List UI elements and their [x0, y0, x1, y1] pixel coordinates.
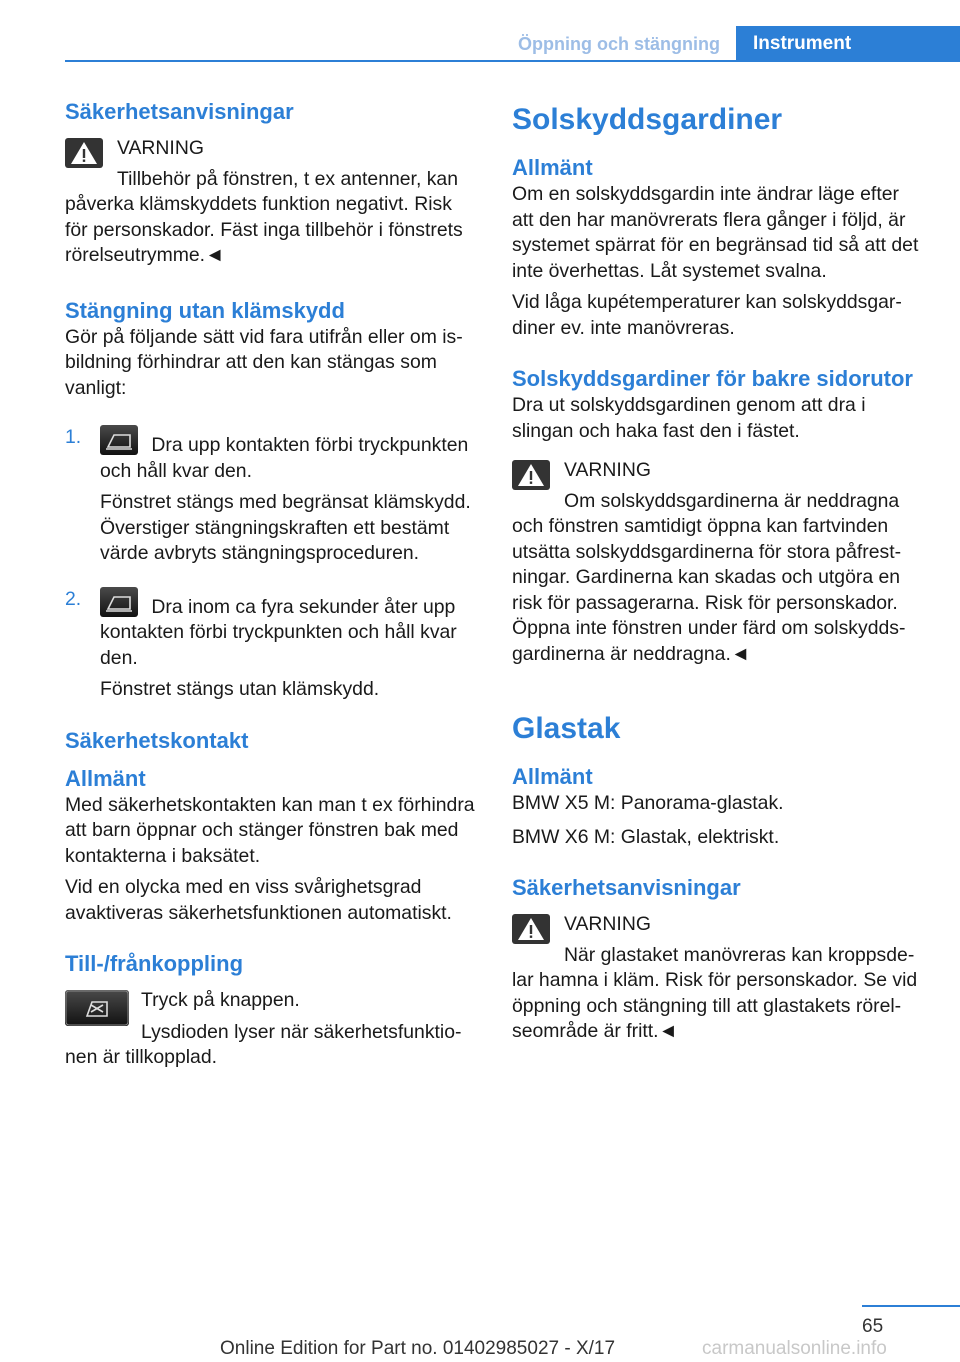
warning-text: Om solskyddsgardinerna är neddragna och fönstren samtidigt öppna kan fartvinden utsätta solskyddsgardinerna för stora påfrestningar. Gardinerna kan skadas och utgöra en risk för passagerarna. Risk för personskador. Öppna inte fönstren under färd om solskyddsgardinerna är neddragna.◄ [512, 489, 906, 665]
warning-block [65, 136, 478, 269]
toggle-instruction: Tryck på knappen. [141, 989, 300, 1011]
warning-title: VARNING [564, 913, 651, 935]
heading-toggle: Till-/frånkoppling [65, 951, 244, 976]
warning-title: VARNING [117, 137, 204, 159]
watermark: carmanualsonline.info [702, 1338, 887, 1359]
safety-switch-icon [65, 990, 129, 1026]
warning-text: När glastaket manövreras kan kroppsdelar hamna i kläm. Risk för personskador. Se vid öppning och stängning till att glastakets rörelseområde är fritt.◄ [512, 943, 918, 1042]
heading-safety-switch: Säkerhetskontakt [65, 727, 249, 753]
step-text: Dra inom ca fyra sekunder åter upp kontakten förbi tryckpunkten och håll kvar den. [100, 595, 457, 669]
header-tab: Instrument [736, 26, 960, 62]
window-switch-icon [100, 587, 138, 617]
header-rule [65, 60, 960, 62]
heading-rear-sunblinds: Solskyddsgardiner för bakre sidorutor [512, 366, 913, 391]
right-column [512, 98, 924, 1045]
footer-rule [862, 1305, 960, 1307]
heading-safety: Säkerhetsanvisningar [512, 875, 741, 900]
warning-triangle-icon [512, 460, 550, 490]
list-item [65, 587, 478, 703]
warning-block [512, 912, 924, 1045]
general-paragraph: Med säkerhetskontakten kan man t ex förhindra att barn öppnar och stänger fönstren bak med kontakterna i baksätet. [65, 793, 475, 867]
edition-text: Online Edition for Part no. 01402985027 - X/17 [220, 1338, 616, 1359]
warning-triangle-icon [512, 914, 550, 944]
close-intro: Gör på följande sätt vid fara utifrån eller om isbildning förhindrar att den kan stängas som vanligt: [65, 325, 463, 399]
glass-paragraph: BMW X5 M: Panorama-glastak. [512, 792, 784, 814]
heading-general: Allmänt [512, 764, 593, 789]
left-column [65, 98, 478, 1071]
steps-list [65, 425, 478, 703]
warning-text: Tillbehör på fönstren, t ex antenner, kan påverka klämskyddets funktion negativt. Risk för personskador. Fäst inga tillbehör i fönstrets rörelseutrymme.◄ [65, 167, 463, 266]
page-number: 65 [862, 1316, 884, 1337]
heading-close-without-pinch: Stängning utan klämskydd [65, 297, 345, 323]
heading-safety: Säkerhetsanvisningar [65, 99, 294, 124]
header-section-title: Öppning och stängning [518, 34, 720, 54]
general-paragraph: Vid en olycka med en viss svårighetsgrad avaktiveras säkerhetsfunktionen automatiskt. [65, 876, 452, 924]
window-switch-icon [100, 425, 138, 455]
warning-triangle-icon [65, 138, 103, 168]
step-number: 1. [65, 426, 82, 448]
step-result: Fönstret stängs utan klämskydd. [100, 678, 380, 700]
heading-sunblinds: Solskyddsgardiner [512, 103, 783, 136]
step-result: Fönstret stängs med begränsat klämskydd. Överstiger stängningskraften ett bestämt värde avbryts stängningsproceduren. [100, 491, 471, 564]
heading-general: Allmänt [65, 765, 146, 791]
step-number: 2. [65, 587, 82, 610]
step-text: Dra upp kontakten förbi tryckpunkten och håll kvar den. [100, 434, 469, 482]
toggle-led-text: Lysdioden lyser när säkerhetsfunktionen är tillkopplad. [65, 1020, 462, 1068]
glass-paragraph: BMW X6 M: Glastak, elektriskt. [512, 825, 780, 848]
sunblind-paragraph: Vid låga kupétemperaturer kan solskyddsgardiner ev. inte manövreras. [512, 291, 902, 339]
rear-sunblind-paragraph: Dra ut solskyddsgardinen genom att dra i slingan och haka fast den i fästet. [512, 394, 866, 442]
warning-block [512, 458, 924, 667]
sunblind-paragraph: Om en solskyddsgardin inte ändrar läge efter att den har manövrerats flera gånger i följd, är systemet spärrat för en begränsad tid så att det inte överhettas. Låt systemet svalna. [512, 183, 919, 282]
heading-glass-roof: Glastak [512, 712, 621, 745]
heading-general: Allmänt [512, 155, 593, 180]
toggle-block [65, 988, 478, 1071]
list-item [65, 425, 478, 567]
warning-title: VARNING [564, 459, 651, 481]
